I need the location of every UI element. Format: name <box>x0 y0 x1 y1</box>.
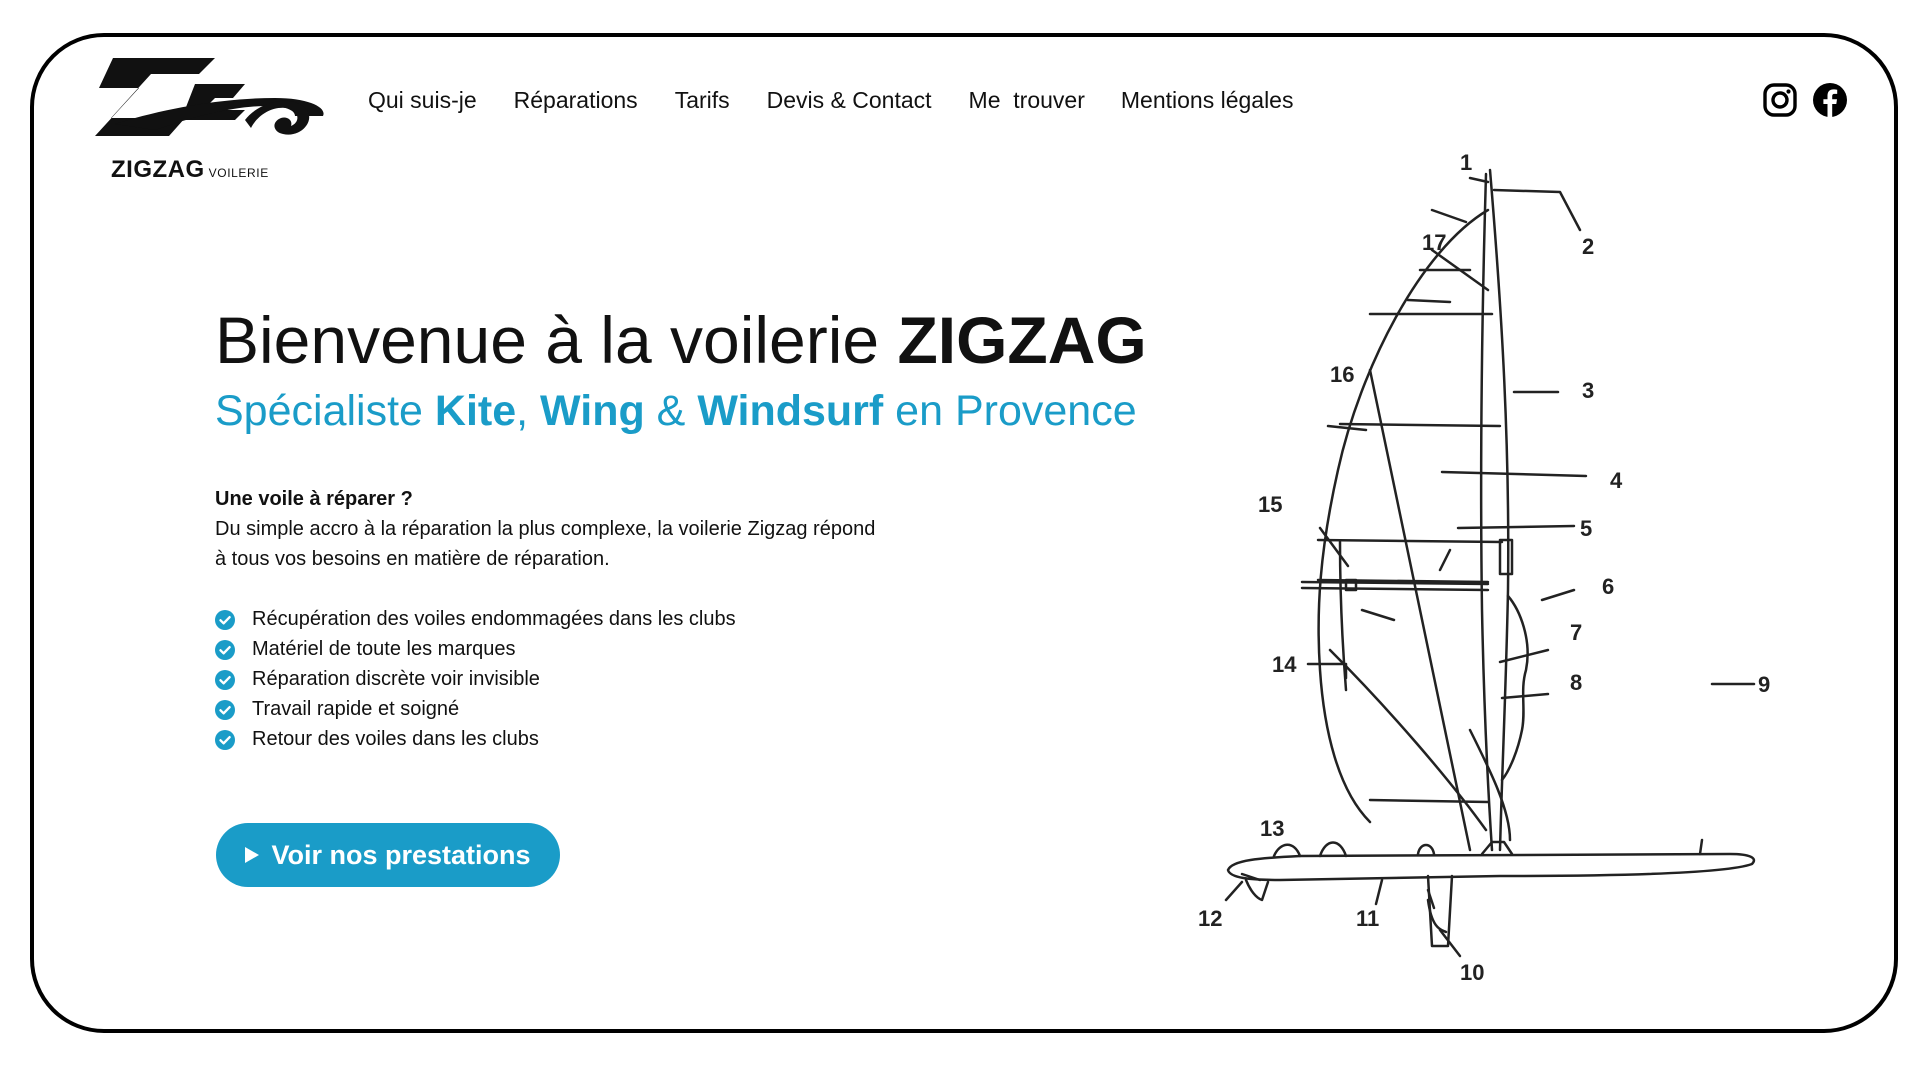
subtitle-amp: & <box>644 387 698 435</box>
list-item <box>215 664 736 694</box>
feature-label: Matériel de toute les marques <box>252 638 516 660</box>
subtitle-wing: Wing <box>540 387 645 435</box>
intro-line-2: à tous vos besoins en matière de réparation. <box>215 548 610 570</box>
subtitle-prefix: Spécialiste <box>215 387 435 435</box>
intro-question: Une voile à réparer ? <box>215 488 413 510</box>
diagram-label-7: 7 <box>1570 620 1583 645</box>
nav-item-devis-contact[interactable]: Devis & Contact <box>766 86 932 113</box>
diagram-label-17: 17 <box>1422 230 1447 255</box>
nav-item-qui-suis-je[interactable]: Qui suis-je <box>368 86 477 113</box>
check-circle-icon <box>215 729 235 749</box>
nav-item-tarifs[interactable]: Tarifs <box>674 86 730 113</box>
main-nav <box>368 84 1293 116</box>
facebook-icon[interactable] <box>1812 82 1848 118</box>
feature-list <box>215 604 736 754</box>
diagram-label-12: 12 <box>1198 906 1223 931</box>
diagram-label-3: 3 <box>1582 378 1595 403</box>
diagram-label-8: 8 <box>1570 670 1583 695</box>
feature-label: Récupération des voiles endommagées dans les clubs <box>252 608 736 630</box>
hero-title <box>215 300 1147 380</box>
diagram-label-14: 14 <box>1272 652 1297 677</box>
diagram-label-15: 15 <box>1258 492 1283 517</box>
list-item <box>215 724 736 754</box>
windsurf-diagram <box>1170 150 1810 1010</box>
hero-title-prefix: Bienvenue à la voilerie <box>215 303 898 377</box>
list-item <box>215 604 736 634</box>
logo-wordmark <box>111 156 269 184</box>
diagram-label-5: 5 <box>1580 516 1593 541</box>
hero-subtitle <box>215 384 1137 438</box>
feature-label: Retour des voiles dans les clubs <box>252 728 539 750</box>
nav-item-mentions-legales[interactable]: Mentions légales <box>1120 86 1294 113</box>
check-circle-icon <box>215 699 235 719</box>
subtitle-suffix: en Provence <box>883 387 1137 435</box>
social-links <box>1762 82 1848 118</box>
diagram-label-16: 16 <box>1330 362 1355 387</box>
diagram-label-13: 13 <box>1260 816 1285 841</box>
diagram-label-6: 6 <box>1602 574 1615 599</box>
intro-line-1: Du simple accro à la réparation la plus complexe, la voilerie Zigzag répond <box>215 518 876 540</box>
check-circle-icon <box>215 609 235 629</box>
list-item <box>215 634 736 664</box>
subtitle-comma: , <box>516 387 541 435</box>
subtitle-kite: Kite <box>434 387 517 435</box>
hero-title-brand: ZIGZAG <box>897 303 1147 377</box>
logo[interactable] <box>95 58 335 188</box>
intro-text <box>215 484 975 574</box>
voir-prestations-button[interactable] <box>216 823 560 887</box>
nav-item-reparations[interactable]: Réparations <box>513 86 638 113</box>
diagram-label-9: 9 <box>1758 672 1771 697</box>
windsurf-diagram-drawing <box>1170 150 1810 1010</box>
instagram-icon[interactable] <box>1762 82 1798 118</box>
feature-label: Réparation discrète voir invisible <box>252 668 540 690</box>
diagram-label-10: 10 <box>1460 960 1485 985</box>
diagram-label-4: 4 <box>1610 468 1623 493</box>
feature-label: Travail rapide et soigné <box>252 698 460 720</box>
logo-suffix: VOILERIE <box>208 166 269 180</box>
diagram-label-1: 1 <box>1460 150 1473 175</box>
check-circle-icon <box>215 669 235 689</box>
diagram-label-11: 11 <box>1356 906 1380 931</box>
check-circle-icon <box>215 639 235 659</box>
zigzag-logo-mark <box>95 58 335 158</box>
list-item <box>215 694 736 724</box>
cta-label: Voir nos prestations <box>271 839 531 870</box>
logo-brand: ZIGZAG <box>111 156 205 183</box>
diagram-label-2: 2 <box>1582 234 1595 259</box>
subtitle-windsurf: Windsurf <box>697 387 884 435</box>
play-icon <box>245 847 259 863</box>
nav-item-me-trouver[interactable]: Me trouver <box>968 86 1085 113</box>
